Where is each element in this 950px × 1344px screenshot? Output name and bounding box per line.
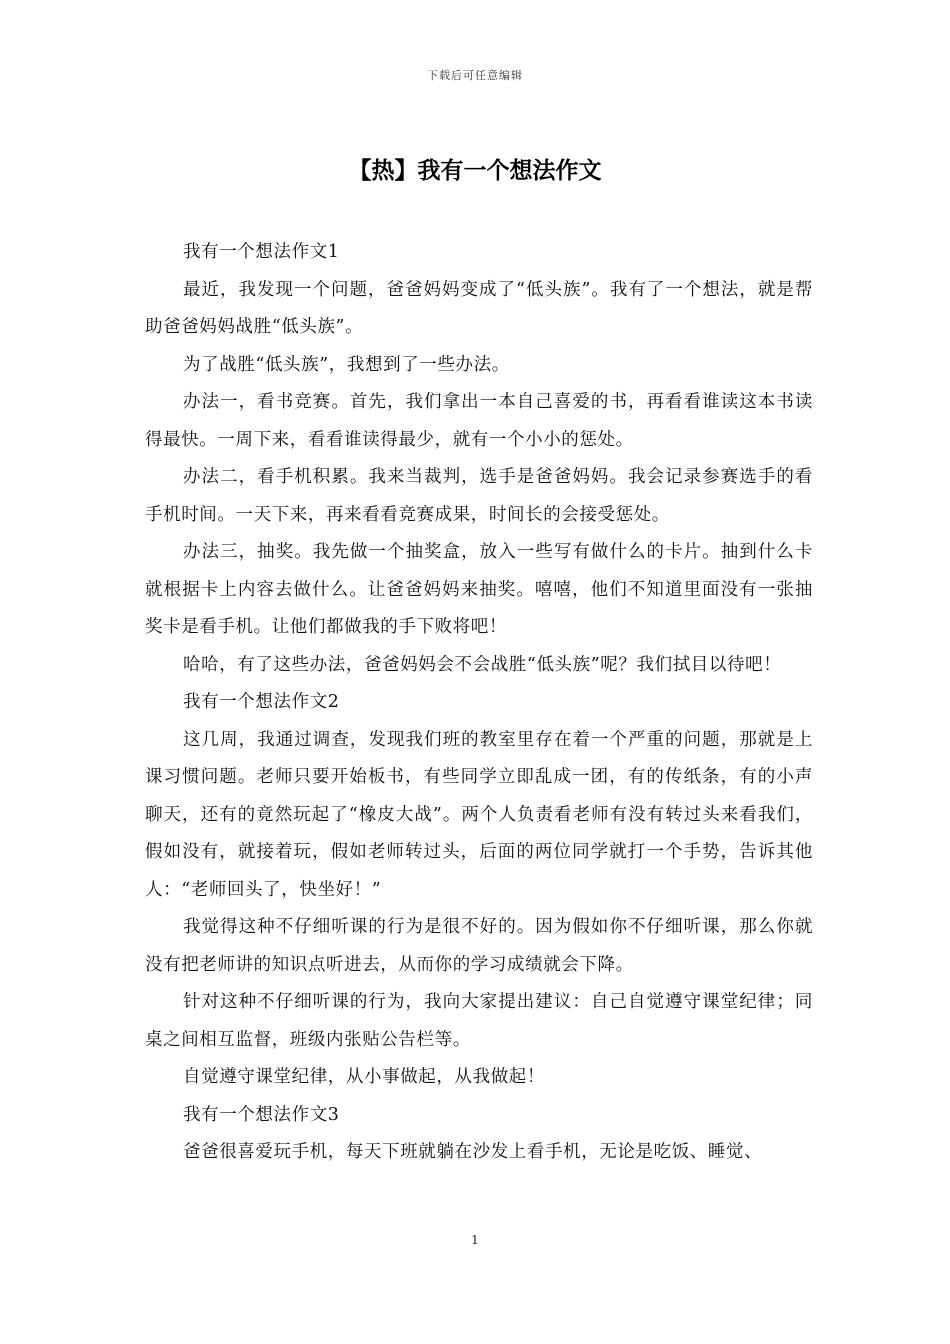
body-paragraph: 爸爸很喜爱玩手机，每天下班就躺在沙发上看手机，无论是吃饭、睡觉、 [183, 1142, 763, 1162]
body-paragraph: 办法二，看手机积累。我来当裁判，选手是爸爸妈妈。我会记录参赛选手的看手机时间。一天下来，再来看看竞赛成果，时间长的会接受惩处。 [145, 467, 813, 525]
body-paragraph: 我觉得这种不仔细听课的行为是很不好的。因为假如你不仔细听课，那么你就没有把老师讲的知识点听进去，从而你的学习成绩就会下降。 [145, 917, 813, 975]
body-paragraph: 办法三，抽奖。我先做一个抽奖盒，放入一些写有做什么的卡片。抽到什么卡就根据卡上内容去做什么。让爸爸妈妈来抽奖。嘻嘻，他们不知道里面没有一张抽奖卡是看手机。让他们都做我的手下败将吧！ [145, 542, 813, 637]
section-heading-1: 我有一个想法作文1 [183, 242, 340, 262]
page-number: 1 [471, 1233, 479, 1247]
page-header: 下载后可任意编辑 [427, 69, 523, 82]
body-paragraph: 自觉遵守课堂纪律，从小事做起，从我做起！ [183, 1067, 545, 1087]
body-paragraph: 针对这种不仔细听课的行为，我向大家提出建议：自己自觉遵守课堂纪律；同桌之间相互监督，班级内张贴公告栏等。 [145, 992, 813, 1050]
section-heading-2: 我有一个想法作文2 [183, 692, 340, 712]
document-title: 【热】我有一个想法作文 [348, 158, 602, 184]
document-body [145, 234, 813, 1172]
body-paragraph: 最近，我发现一个问题，爸爸妈妈变成了“低头族”。我有了一个想法，就是帮助爸爸妈妈战胜“低头族”。 [145, 279, 813, 337]
body-paragraph: 为了战胜“低头族”，我想到了一些办法。 [183, 354, 510, 375]
body-paragraph: 这几周，我通过调查，发现我们班的教室里存在着一个严重的问题，那就是上课习惯问题。老师只要开始板书，有些同学立即乱成一团，有的传纸条，有的小声聊天，还有的竟然玩起了“橡皮大战”。两个人负责看老师有没有转过头来看我们，假如没有，就接着玩，假如老师转过头，后面的两位同学就打一个手势，告诉其他人：“老师回头了，快坐好！” [145, 729, 813, 900]
body-paragraph: 办法一，看书竞赛。首先，我们拿出一本自己喜爱的书，再看看谁读这本书读得最快。一周下来，看看谁读得最少，就有一个小小的惩处。 [145, 392, 813, 450]
section-heading-3: 我有一个想法作文3 [183, 1104, 340, 1125]
body-paragraph: 哈哈，有了这些办法，爸爸妈妈会不会战胜“低头族”呢？我们拭目以待吧！ [183, 654, 782, 675]
